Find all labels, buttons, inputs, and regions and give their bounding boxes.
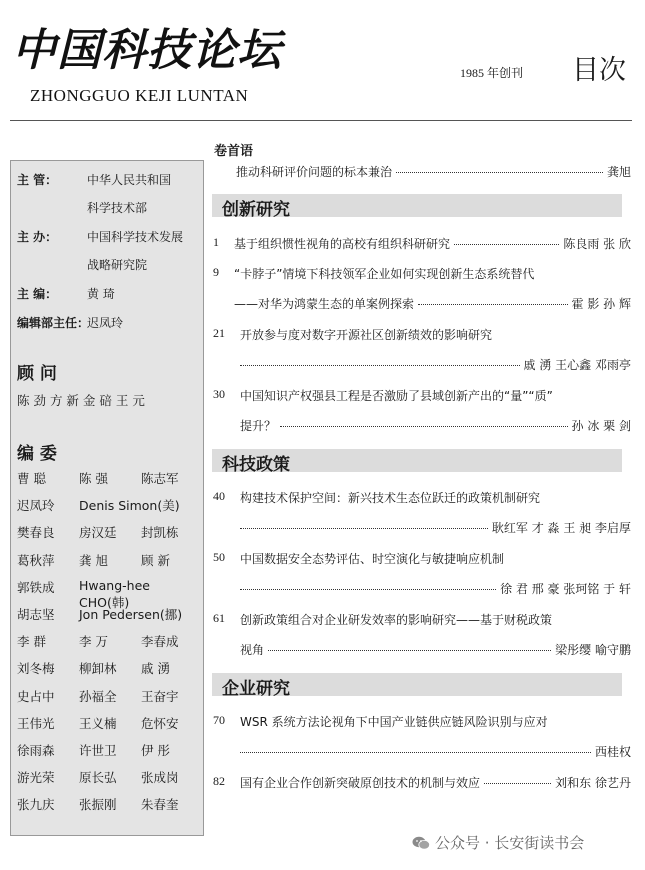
editor-name: 郭铁成 [17, 579, 55, 595]
page-number: 40 [213, 489, 225, 503]
leader-dots [454, 244, 559, 245]
toc-entry-5[interactable] [240, 519, 631, 536]
wechat-watermark [412, 832, 584, 853]
toc-entry-5-title[interactable]: 构建技术保护空间：新兴技术生态位跃迁的政策机制研究 [240, 491, 541, 505]
toc-title: ——对华为鸿蒙生态的单案例探索 [234, 297, 415, 311]
toc-authors: 西桂权 [594, 745, 631, 759]
leader-dots [240, 752, 591, 753]
leader-dots [240, 528, 488, 529]
toc-entry-4-title[interactable]: 中国知识产权强县工程是否激励了县域创新产出的“量”“质” [240, 389, 553, 403]
toc-entry-2-title[interactable]: “卡脖子”情境下科技领军企业如何实现创新生态系统替代 [234, 267, 535, 281]
editor-name: 龚 旭 [79, 552, 108, 568]
toc-authors: 徐 君 邢 豪 张珂铭 于 轩 [500, 582, 631, 596]
toc-entry-7-title[interactable]: 创新政策组合对企业研发效率的影响研究——基于财税政策 [240, 613, 553, 627]
toc-entry-1[interactable] [234, 235, 631, 252]
page-number: 21 [213, 326, 225, 340]
toc-title: 基于组织惯性视角的高校有组织科研研究 [234, 237, 451, 251]
editor-name: 柳卸林 [79, 661, 117, 677]
section-title-enterprise: 企业研究 [222, 679, 290, 699]
editor-name: 陈 强 [79, 471, 108, 486]
zhuban-label: 主 办： [17, 230, 58, 244]
journal-name-pinyin: ZHONGGUO KEJI LUNTAN [30, 86, 249, 105]
toc-entry-9[interactable] [240, 774, 631, 791]
editor-name: Jon Pedersen(挪) [79, 607, 183, 622]
toc-authors: 孙 冰 栗 剑 [571, 419, 631, 433]
preface-heading: 卷首语 [214, 144, 254, 159]
editor-name: Denis Simon(美) [79, 498, 180, 514]
advisors-heading: 顾 问 [17, 364, 57, 384]
editor-name: 李 群 [17, 634, 46, 650]
editor-name: 张振刚 [79, 797, 117, 813]
editor-name: Hwang-hee CHO(韩) [79, 577, 150, 610]
advisors-list: 陈 劲 方 新 金 碚 王 元 [17, 393, 145, 408]
toc-label: 目次 [572, 55, 626, 86]
editor-name: 张九庆 [17, 797, 55, 813]
toc-authors: 耿红军 才 淼 王 昶 李启厚 [491, 521, 631, 535]
zhubian-label: 主 编： [17, 287, 58, 301]
toc-entry-2[interactable] [234, 295, 631, 312]
zhubian-value: 黄 琦 [87, 287, 115, 301]
leader-dots [240, 365, 520, 366]
editor-name: 房汉廷 [79, 525, 117, 541]
zhuguan-label: 主 管： [17, 173, 58, 187]
page-number: 82 [213, 774, 225, 788]
editor-name: 曹 聪 [17, 471, 46, 486]
toc-authors: 梁彤缨 喻守鹏 [555, 643, 631, 657]
editor-name: 刘冬梅 [17, 661, 55, 677]
editor-name: 李 万 [79, 634, 108, 650]
page-number: 1 [213, 235, 219, 249]
editor-name: 史占中 [17, 688, 55, 704]
editor-name: 封凯栋 [141, 525, 179, 541]
toc-authors: 陈良雨 张 欣 [563, 237, 631, 251]
toc-entry-6[interactable] [240, 580, 631, 597]
editor-name: 顾 新 [141, 552, 170, 568]
editor-name: 许世卫 [79, 743, 117, 758]
page-number: 70 [213, 713, 225, 727]
editor-name: 徐雨森 [17, 743, 55, 758]
page-number: 30 [213, 387, 225, 401]
leader-dots [280, 426, 568, 427]
page-number: 61 [213, 611, 225, 625]
editor-name: 张成岗 [141, 770, 179, 786]
header-divider [10, 120, 632, 121]
editor-name: 戚 湧 [141, 661, 170, 677]
toc-title: 推动科研评价问题的标本兼治 [236, 165, 393, 179]
bjb-label: 编辑部主任： [17, 316, 90, 330]
toc-authors: 刘和东 徐艺丹 [555, 776, 631, 790]
toc-authors: 戚 湧 王心鑫 邓雨亭 [523, 358, 631, 372]
leader-dots [484, 783, 551, 784]
editor-name: 王义楠 [79, 715, 117, 731]
editor-name: 王奋宇 [141, 688, 179, 704]
zhuban-value-1: 中国科学技术发展 [87, 230, 184, 244]
editor-name: 朱春奎 [141, 797, 179, 813]
toc-title: 视角 [240, 643, 265, 657]
editor-name: 危怀安 [141, 715, 179, 731]
journal-logo: 中国科技论坛 [12, 25, 282, 76]
toc-authors: 龚旭 [606, 165, 631, 179]
bjb-value: 迟凤玲 [87, 316, 124, 330]
zhuguan-value-2: 科学技术部 [87, 201, 148, 215]
page-number: 9 [213, 265, 219, 279]
toc-entry-8[interactable] [240, 743, 631, 760]
toc-entry-3[interactable] [240, 356, 631, 373]
founded-year: 1985 年创刊 [460, 66, 524, 80]
toc-entry-6-title[interactable]: 中国数据安全态势评估、时空演化与敏捷响应机制 [240, 552, 505, 566]
editor-name: 樊春良 [17, 525, 55, 541]
leader-dots [418, 304, 568, 305]
editor-name: 葛秋萍 [17, 552, 55, 568]
editor-name: 陈志军 [141, 471, 179, 486]
toc-title: 国有企业合作创新突破原创技术的机制与效应 [240, 776, 481, 790]
page-number: 50 [213, 550, 225, 564]
leader-dots [240, 589, 496, 590]
zhuban-value-2: 战略研究院 [87, 258, 148, 272]
editor-name: 胡志坚 [17, 607, 55, 622]
section-title-policy: 科技政策 [222, 455, 290, 475]
toc-entry-preface[interactable] [236, 163, 631, 180]
toc-entry-4[interactable] [240, 417, 631, 434]
editor-name: 孙福全 [79, 688, 117, 704]
zhuguan-value-1: 中华人民共和国 [87, 173, 172, 187]
watermark-text: 公众号 · 长安街读书会 [435, 834, 585, 852]
wechat-icon [412, 836, 430, 850]
editor-name: 王伟光 [17, 715, 55, 731]
section-title-innovation: 创新研究 [222, 200, 290, 220]
toc-authors: 霍 影 孙 辉 [571, 297, 631, 311]
editors-heading: 编 委 [17, 444, 57, 464]
editor-name: 原长弘 [79, 770, 117, 786]
toc-title: 提升？ [240, 419, 277, 433]
leader-dots [268, 650, 551, 651]
editor-name: 迟凤玲 [17, 498, 55, 514]
toc-entry-7[interactable] [240, 641, 631, 658]
leader-dots [396, 172, 603, 173]
masthead-sidebar [10, 160, 204, 836]
editor-name: 游光荣 [17, 770, 55, 786]
editor-name: 李春成 [141, 634, 179, 650]
toc-entry-3-title[interactable]: 开放参与度对数字开源社区创新绩效的影响研究 [240, 328, 493, 342]
toc-entry-8-title[interactable]: WSR 系统方法论视角下中国产业链供应链风险识别与应对 [240, 715, 548, 729]
editor-name: 伊 彤 [141, 743, 170, 758]
